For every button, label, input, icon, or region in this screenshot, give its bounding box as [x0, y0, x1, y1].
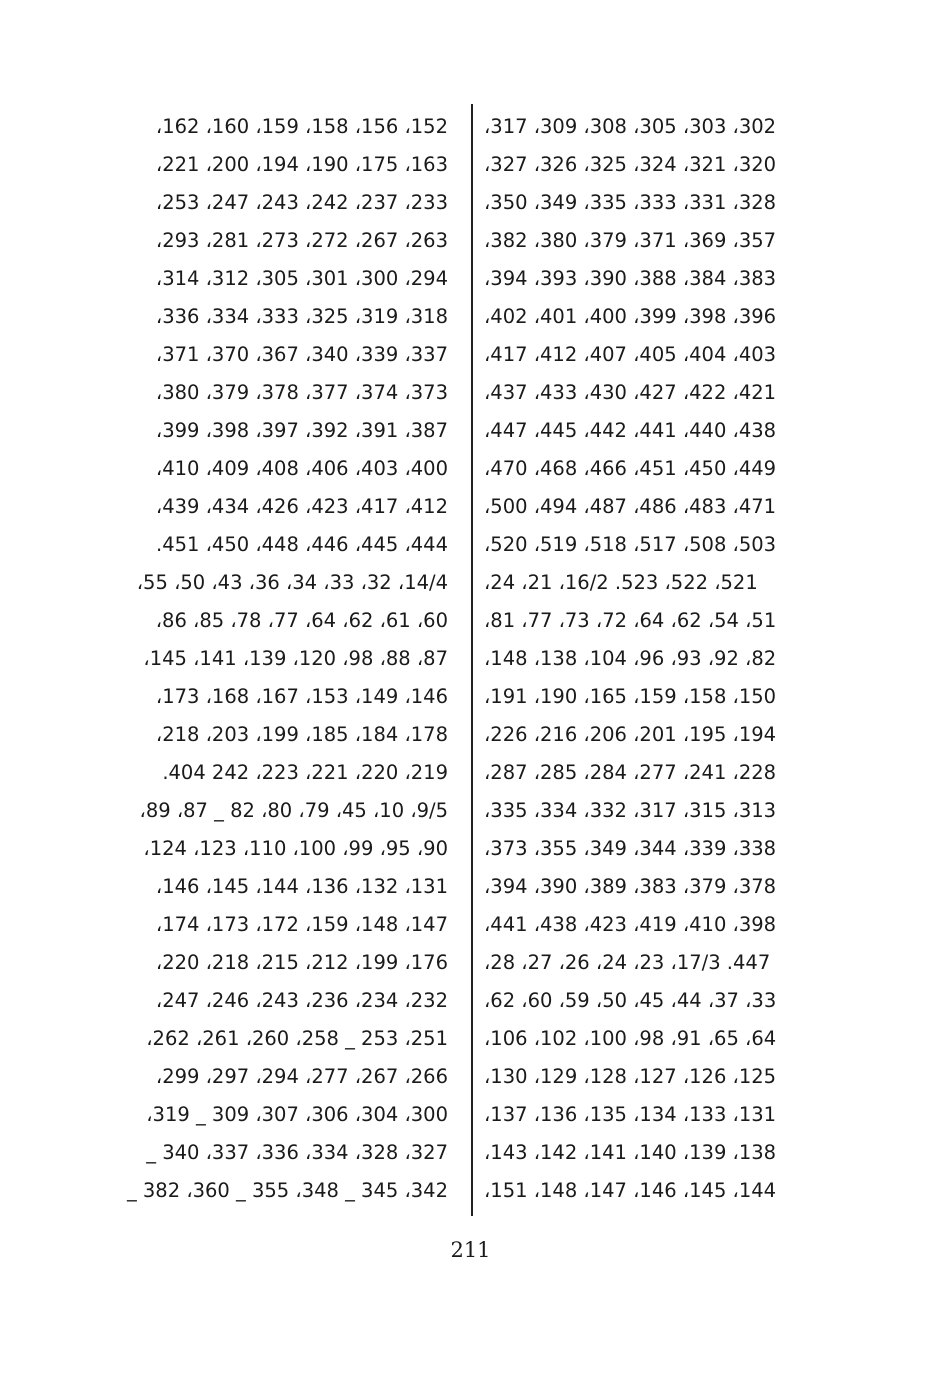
index-line: ،335 ،334 ،332 ،317 ،315 ،313 — [484, 799, 777, 822]
index-line: .404 242 ،223 ،221 ،220 ،219 — [162, 761, 448, 784]
index-line: ،287 ،285 ،284 ،277 ،241 ،228 — [484, 761, 777, 784]
index-line: ،24 ،21 ،16/2 .523 ،522 ،521 — [484, 571, 758, 594]
index-line: ،253 ،247 ،243 ،242 ،237 ،233 — [155, 191, 448, 214]
index-line: ،441 ،438 ،423 ،419 ،410 ،398 — [484, 913, 777, 936]
index-line: ،145 ،141 ،139 ،120 ،98 ،88 ،87 — [143, 647, 448, 670]
index-line: ،437 ،433 ،430 ،427 ،422 ،421 — [484, 381, 777, 404]
index-line: ،350 ،349 ،335 ،333 ،331 ،328 — [484, 191, 777, 214]
index-line: ،299 ،297 ،294 ،277 ،267 ،266 — [155, 1065, 448, 1088]
index-line: ،89 ،87 _ 82 ،80 ،79 ،45 ،10 ،9/5 — [139, 799, 448, 822]
index-line: .451 ،450 ،448 ،446 ،445 ،444 — [156, 533, 448, 556]
index-line: ،371 ،370 ،367 ،340 ،339 ،337 — [155, 343, 448, 366]
index-line: ،130 ،129 ،128 ،127 ،126 ،125 — [484, 1065, 777, 1088]
index-line: ،402 ،401 ،400 ،399 ،398 ،396 — [484, 305, 777, 328]
right-index-column — [480, 108, 832, 1218]
index-line: ،399 ،398 ،397 ،392 ،391 ،387 — [155, 419, 448, 442]
index-line: ،500 ،494 ،487 ،486 ،483 ،471 — [484, 495, 777, 518]
index-line: ،410 ،409 ،408 ،406 ،403 ،400 — [155, 457, 448, 480]
index-line: ،220 ،218 ،215 ،212 ،199 ،176 — [155, 951, 448, 974]
index-line: ،247 ،246 ،243 ،236 ،234 ،232 — [155, 989, 448, 1012]
index-line: ،327 ،326 ،325 ،324 ،321 ،320 — [484, 153, 777, 176]
index-line: ،319 _ 309 ،307 ،306 ،304 ،300 — [146, 1103, 448, 1126]
index-line: ،262 ،261 ،260 ،258 _ 253 ،251 — [146, 1027, 448, 1050]
index-line: ،336 ،334 ،333 ،325 ،319 ،318 — [155, 305, 448, 328]
index-line: ،447 ،445 ،442 ،441 ،440 ،438 — [484, 419, 777, 442]
index-line: ،317 ،309 ،308 ،305 ،303 ،302 — [484, 115, 777, 138]
index-line: ،226 ،216 ،206 ،201 ،195 ،194 — [484, 723, 777, 746]
index-line: ،55 ،50 ،43 ،36 ،34 ،33 ،32 ،14/4 — [136, 571, 448, 594]
index-line: ،218 ،203 ،199 ،185 ،184 ،178 — [155, 723, 448, 746]
index-line: ،146 ،145 ،144 ،136 ،132 ،131 — [155, 875, 448, 898]
column-divider — [471, 104, 473, 1216]
index-line: ،470 ،468 ،466 ،451 ،450 ،449 — [484, 457, 777, 480]
index-line: ،143 ،142 ،141 ،140 ،139 ،138 — [484, 1141, 777, 1164]
index-line: ،174 ،173 ،172 ،159 ،148 ،147 — [155, 913, 448, 936]
index-line: ،191 ،190 ،165 ،159 ،158 ،150 — [484, 685, 777, 708]
index-line: ،137 ،136 ،135 ،134 ،133 ،131 — [484, 1103, 777, 1126]
index-line: _ 382 ،360 _ 355 ،348 _ 345 ،342 — [126, 1179, 448, 1202]
index-line: ،520 ،519 ،518 ،517 ،508 ،503 — [484, 533, 777, 556]
index-line: ،173 ،168 ،167 ،153 ،149 ،146 — [155, 685, 448, 708]
index-line: ،86 ،85 ،78 ،77 ،64 ،62 ،61 ،60 — [155, 609, 448, 632]
index-line: ،439 ،434 ،426 ،423 ،417 ،412 — [155, 495, 448, 518]
index-line: ،162 ،160 ،159 ،158 ،156 ،152 — [155, 115, 448, 138]
page-number: 211 — [450, 1238, 491, 1262]
index-line: ،394 ،393 ،390 ،388 ،384 ،383 — [484, 267, 777, 290]
index-line: ،373 ،355 ،349 ،344 ،339 ،338 — [484, 837, 777, 860]
index-line: ،382 ،380 ،379 ،371 ،369 ،357 — [484, 229, 777, 252]
index-line: ،81 ،77 ،73 ،72 ،64 ،62 ،54 ،51 — [484, 609, 777, 632]
index-line: ،293 ،281 ،273 ،272 ،267 ،263 — [155, 229, 448, 252]
index-line: ،124 ،123 ،110 ،100 ،99 ،95 ،90 — [143, 837, 448, 860]
index-line: ،62 ،60 ،59 ،50 ،45 ،44 ،37 ،33 — [484, 989, 777, 1012]
index-line: ،148 ،138 ،104 ،96 ،93 ،92 ،82 — [484, 647, 777, 670]
index-line: _ 340 ،337 ،336 ،334 ،328 ،327 — [146, 1141, 448, 1164]
index-line: ،106 ،102 ،100 ،98 ،91 ،65 ،64 — [484, 1027, 777, 1050]
index-line: ،380 ،379 ،378 ،377 ،374 ،373 — [155, 381, 448, 404]
index-line: ،394 ،390 ،389 ،383 ،379 ،378 — [484, 875, 777, 898]
index-line: ،221 ،200 ،194 ،190 ،175 ،163 — [155, 153, 448, 176]
left-index-column — [96, 108, 448, 1218]
index-line: ،314 ،312 ،305 ،301 ،300 ،294 — [155, 267, 448, 290]
index-line: ،28 ،27 ،26 ،24 ،23 ،17/3 .447 — [484, 951, 771, 974]
index-line: ،151 ،148 ،147 ،146 ،145 ،144 — [484, 1179, 777, 1202]
index-line: ،417 ،412 ،407 ،405 ،404 ،403 — [484, 343, 777, 366]
